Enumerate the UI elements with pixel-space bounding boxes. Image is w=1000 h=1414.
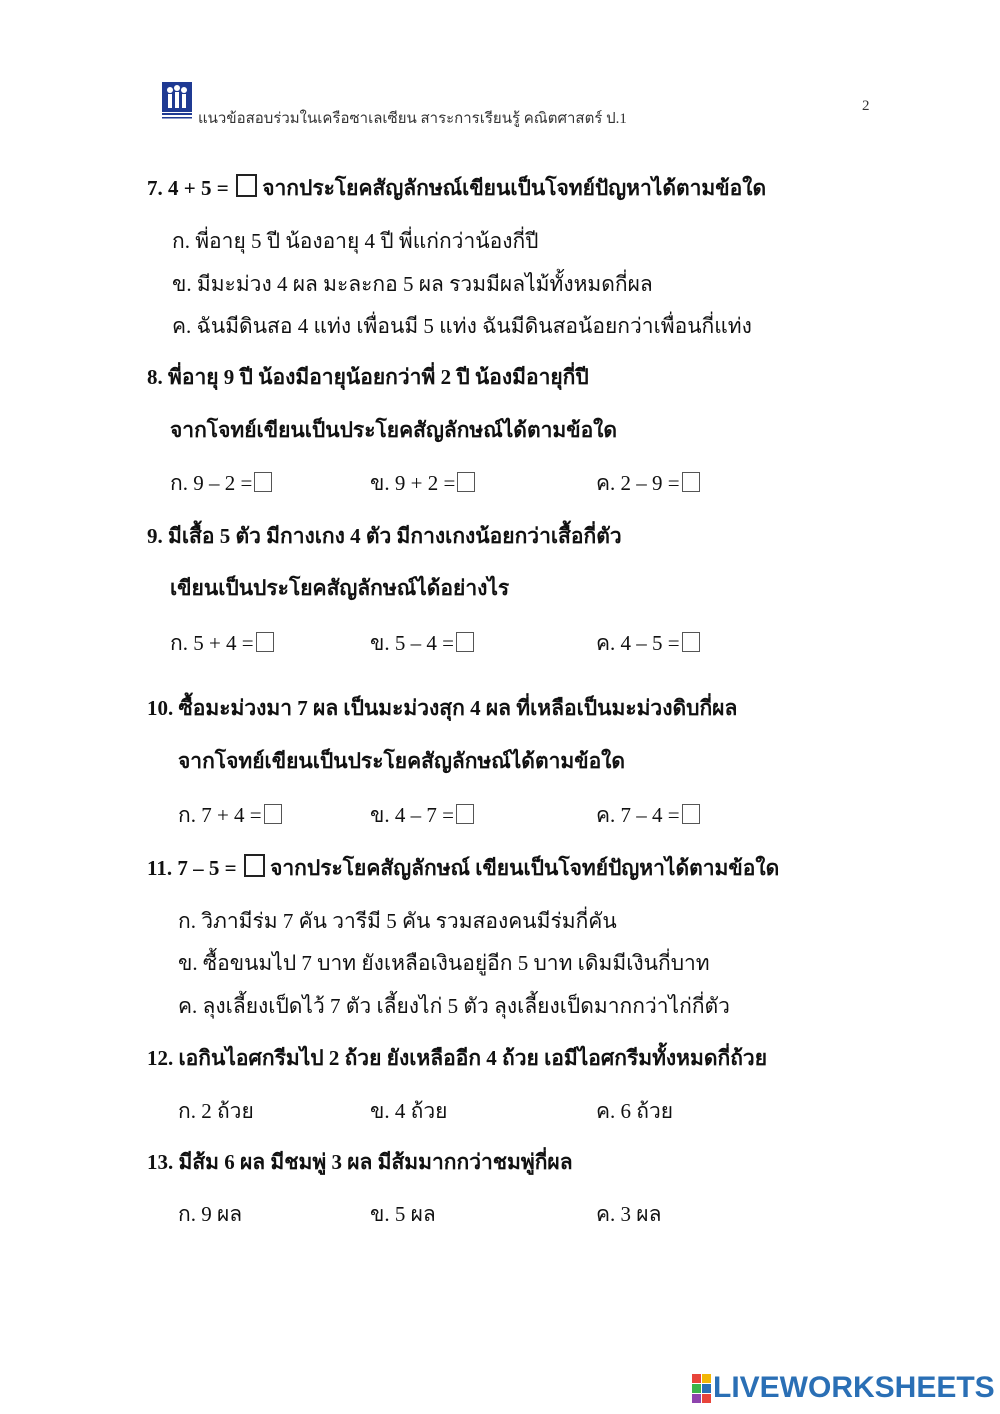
question-8-line1: 8. พี่อายุ 9 ปี น้องมีอายุน้อยกว่าพี่ 2 ปี น้องมีอายุกี่ปี bbox=[147, 365, 589, 389]
q12-option-b[interactable]: ข. 4 ถ้วย bbox=[370, 1099, 448, 1123]
q10-option-a[interactable] bbox=[178, 799, 282, 832]
header-title: แนวข้อสอบร่วมในเครือซาเลเซียน สาระการเรียนรู้ คณิตศาสตร์ ป.1 bbox=[198, 111, 627, 127]
liveworksheets-blocks-icon bbox=[692, 1374, 711, 1403]
q12-option-c[interactable]: ค. 6 ถ้วย bbox=[596, 1099, 674, 1123]
q8-option-a-text: ก. 9 – 2 = bbox=[170, 471, 253, 495]
question-8-line2: จากโจทย์เขียนเป็นประโยคสัญลักษณ์ได้ตามข้อใด bbox=[170, 418, 618, 442]
page-number: 2 bbox=[862, 98, 870, 114]
q10-option-b[interactable] bbox=[370, 799, 474, 832]
liveworksheets-brand[interactable] bbox=[692, 1372, 995, 1404]
q8-option-c-text: ค. 2 – 9 = bbox=[596, 471, 680, 495]
q8-option-b[interactable] bbox=[370, 467, 475, 500]
answer-box bbox=[682, 632, 700, 652]
q11-option-a[interactable]: ก. วิภามีร่ม 7 คัน วารีมี 5 คัน รวมสองคนมีร่มกี่คัน bbox=[178, 909, 617, 933]
q11-option-c[interactable]: ค. ลุงเลี้ยงเป็ดไว้ 7 ตัว เลี้ยงไก่ 5 ตัว ลุงเลี้ยงเป็ดมากกว่าไก่กี่ตัว bbox=[178, 994, 730, 1018]
answer-box[interactable] bbox=[244, 854, 265, 877]
q11-option-b[interactable]: ข. ซื้อขนมไป 7 บาท ยังเหลือเงินอยู่อีก 5 บาท เดิมมีเงินกี่บาท bbox=[178, 951, 710, 975]
q10-option-b-text: ข. 4 – 7 = bbox=[370, 803, 454, 827]
salesian-logo-icon bbox=[161, 81, 193, 121]
q13-option-a[interactable]: ก. 9 ผล bbox=[178, 1202, 243, 1226]
question-11-pre: 11. 7 – 5 = bbox=[147, 856, 237, 880]
q10-option-a-text: ก. 7 + 4 = bbox=[178, 803, 262, 827]
q8-option-b-text: ข. 9 + 2 = bbox=[370, 471, 456, 495]
question-7-post: จากประโยคสัญลักษณ์เขียนเป็นโจทย์ปัญหาได้ตามข้อใด bbox=[262, 176, 767, 200]
question-12-line1: 12. เอกินไอศกรีมไป 2 ถ้วย ยังเหลืออีก 4 ถ้วย เอมีไอศกรีมทั้งหมดกี่ถ้วย bbox=[147, 1046, 768, 1070]
question-9-line2: เขียนเป็นประโยคสัญลักษณ์ได้อย่างไร bbox=[170, 576, 510, 600]
q9-option-a[interactable] bbox=[170, 627, 274, 660]
answer-box bbox=[256, 632, 274, 652]
answer-box bbox=[264, 804, 282, 824]
answer-box bbox=[254, 472, 272, 492]
q9-option-a-text: ก. 5 + 4 = bbox=[170, 631, 254, 655]
q13-option-b[interactable]: ข. 5 ผล bbox=[370, 1202, 436, 1226]
answer-box[interactable] bbox=[236, 174, 257, 197]
q7-option-b[interactable]: ข. มีมะม่วง 4 ผล มะละกอ 5 ผล รวมมีผลไม้ทั้งหมดกี่ผล bbox=[172, 272, 653, 296]
question-10-line1: 10. ซื้อมะม่วงมา 7 ผล เป็นมะม่วงสุก 4 ผล ที่เหลือเป็นมะม่วงดิบกี่ผล bbox=[147, 696, 738, 720]
question-9-line1: 9. มีเสื้อ 5 ตัว มีกางเกง 4 ตัว มีกางเกงน้อยกว่าเสื้อกี่ตัว bbox=[147, 524, 622, 548]
q12-option-a[interactable]: ก. 2 ถ้วย bbox=[178, 1099, 254, 1123]
question-7 bbox=[147, 172, 766, 205]
q9-option-b-text: ข. 5 – 4 = bbox=[370, 631, 454, 655]
q10-option-c-text: ค. 7 – 4 = bbox=[596, 803, 680, 827]
q13-option-c[interactable]: ค. 3 ผล bbox=[596, 1202, 662, 1226]
q8-option-a[interactable] bbox=[170, 467, 272, 500]
answer-box bbox=[456, 804, 474, 824]
answer-box bbox=[682, 804, 700, 824]
question-13-line1: 13. มีส้ม 6 ผล มีชมพู่ 3 ผล มีส้มมากกว่าชมพู่กี่ผล bbox=[147, 1150, 573, 1174]
q9-option-c-text: ค. 4 – 5 = bbox=[596, 631, 680, 655]
q7-option-c[interactable]: ค. ฉันมีดินสอ 4 แท่ง เพื่อนมี 5 แท่ง ฉันมีดินสอน้อยกว่าเพื่อนกี่แท่ง bbox=[172, 314, 752, 338]
question-11 bbox=[147, 852, 779, 885]
q8-option-c[interactable] bbox=[596, 467, 700, 500]
q9-option-b[interactable] bbox=[370, 627, 474, 660]
question-10-line2: จากโจทย์เขียนเป็นประโยคสัญลักษณ์ได้ตามข้อใด bbox=[178, 749, 626, 773]
q10-option-c[interactable] bbox=[596, 799, 700, 832]
liveworksheets-logo-text: LIVEWORKSHEETS bbox=[713, 1371, 995, 1404]
q7-option-a[interactable]: ก. พี่อายุ 5 ปี น้องอายุ 4 ปี พี่แก่กว่าน้องกี่ปี bbox=[172, 229, 539, 253]
answer-box bbox=[456, 632, 474, 652]
q9-option-c[interactable] bbox=[596, 627, 700, 660]
answer-box bbox=[457, 472, 475, 492]
question-11-post: จากประโยคสัญลักษณ์ เขียนเป็นโจทย์ปัญหาได้ตามข้อใด bbox=[270, 856, 780, 880]
question-7-pre: 7. 4 + 5 = bbox=[147, 176, 229, 200]
answer-box bbox=[682, 472, 700, 492]
